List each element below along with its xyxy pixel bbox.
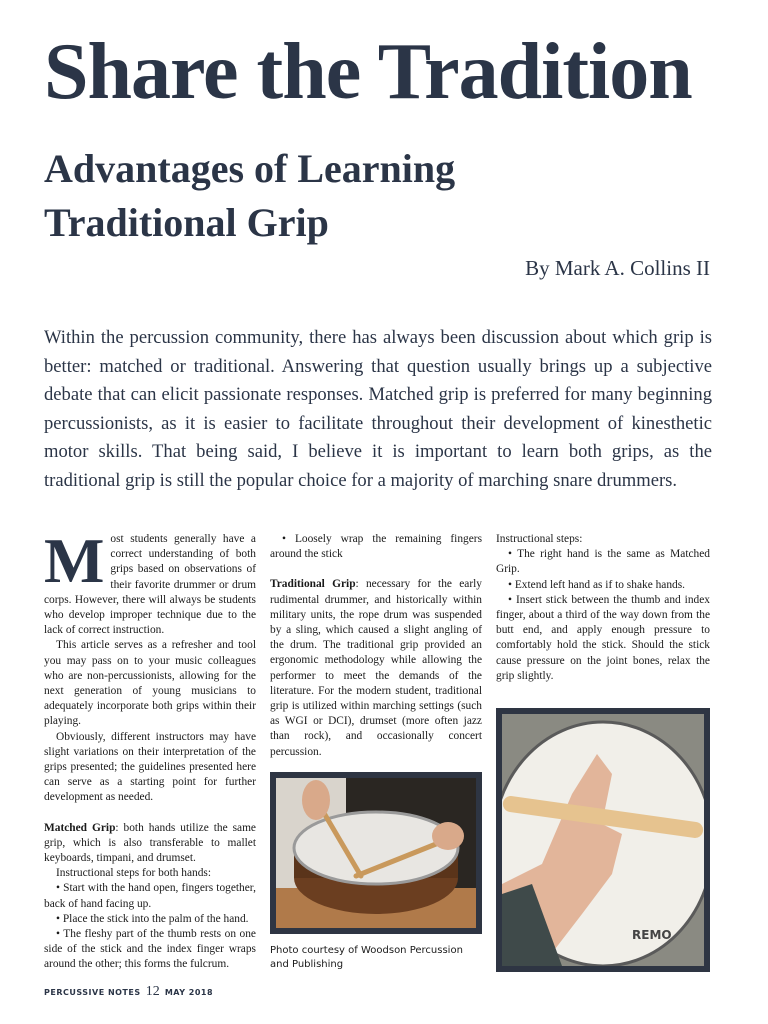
- photo-caption: Photo courtesy of Woodson Percussion and Publishing: [270, 945, 463, 970]
- step-item: • Start with the hand open, fingers together, back of hand facing up.: [44, 882, 256, 910]
- step-item: • Loosely wrap the remaining fingers around the stick: [270, 533, 482, 561]
- traditional-grip-label: Traditional Grip: [270, 578, 356, 591]
- opening-paragraph: [44, 525, 256, 638]
- matched-grip-text: : both hands utilize the same grip, which is also transferable to mallet keyboards, timpani, and drumset.: [44, 821, 256, 865]
- snare-drum-photo: [270, 772, 482, 934]
- traditional-grip-paragraph: [270, 577, 482, 759]
- page-number: 12: [145, 984, 160, 999]
- matched-grip-label: Matched Grip: [44, 821, 116, 834]
- intro-paragraph: Within the percussion community, there has always been discussion about which grip is better: matched or traditional. Answering that question usually brings up a subjective debate that can elicit passionate responses. Matched grip is preferred for many beginning percussionists, as it is easier to facilitate throughout their development of kinesthetic motor skills. That being said, I believe it is important to learn both grips, as the traditional grip is still the popular choice for a majority of marching snare drummers.: [44, 327, 712, 491]
- article-subtitle: Advantages of Learning Traditional Grip: [44, 146, 456, 245]
- snare-drum-image: [276, 778, 476, 928]
- traditional-grip-photo: [496, 708, 710, 972]
- traditional-grip-text: : necessary for the early rudimental drummer, and historically within military units, the rope drum was suspended by a sling, which caused a slight angling of the drum. The traditional grip provided an ergonomic methodology while allowing the performer to meet the demands of the literature. For the modern student, traditional grip is utilized within marching settings (such as WGI or DCI), drumset (more often jazz than rock), and occasionally concert percussion.: [270, 578, 482, 758]
- matched-grip-paragraph: [44, 821, 256, 867]
- byline: By Mark A. Collins II: [525, 256, 710, 280]
- issue-date: MAY 2018: [164, 988, 214, 997]
- remo-logo: REMO: [632, 928, 672, 942]
- step-item: • Place the stick into the palm of the hand.: [56, 912, 249, 925]
- paragraph: This article serves as a refresher and tool you may pass on to your music colleagues who are non-percussionists, allowing for the next generation of young musicians to adequately incorporate both grips within their playing.: [44, 639, 256, 728]
- steps-intro: Instructional steps for both hands:: [56, 867, 212, 880]
- publication-name: PERCUSSIVE NOTES: [44, 988, 141, 997]
- article-title: Share the Tradition: [44, 28, 692, 116]
- step-item: • The right hand is the same as Matched Grip.: [496, 548, 710, 576]
- column-3: [496, 532, 710, 684]
- page-footer: [44, 980, 213, 1000]
- drop-cap: M: [44, 525, 105, 596]
- steps-intro: Instructional steps:: [496, 533, 583, 545]
- paragraph: Obviously, different instructors may have slight variations on their interpretation of the grips presented; the guidelines presented here can serve as a starting point for further development as needed.: [44, 730, 256, 804]
- hand-grip-image: [502, 714, 704, 966]
- step-item: • Extend left hand as if to shake hands.: [508, 578, 686, 591]
- step-item: • Insert stick between the thumb and index finger, about a third of the way down from the butt end, and apply enough pressure to comfortably hold the stick. Should the stick cause pressure on the joint bones, relax the grip slightly.: [496, 593, 710, 682]
- step-item: • The fleshy part of the thumb rests on one side of the stick and the index finger wraps around the other; this forms the fulcrum.: [44, 928, 256, 971]
- column-2: [270, 532, 482, 760]
- column-1: [44, 525, 256, 973]
- opening-text: ost students generally have a correct understanding of both grips based on observations of their favorite drummer or drum corps. However, there will always be students who develop improper technique due to the lack of correct instruction.: [44, 533, 256, 637]
